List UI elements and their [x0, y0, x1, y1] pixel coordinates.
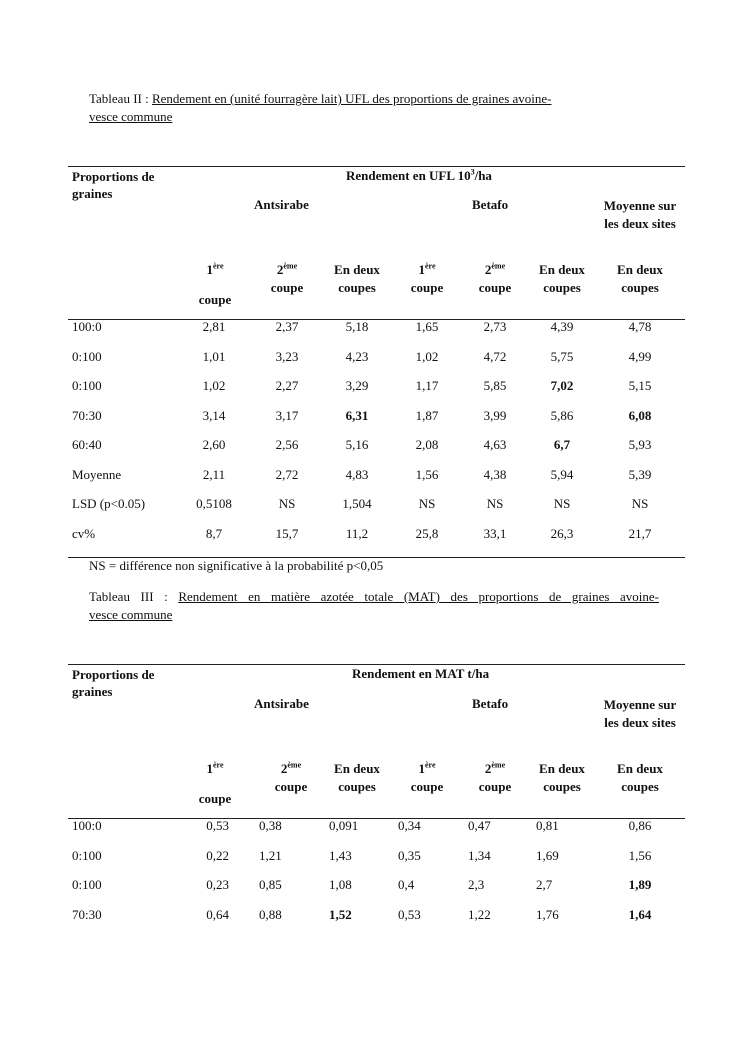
- table3-caption-line2: vesce commune: [89, 607, 173, 622]
- table-cell: 33,1: [483, 525, 507, 541]
- table-cell: 4,39: [550, 319, 574, 334]
- table-cell: 0,34: [398, 818, 421, 833]
- table-cell: 3,99: [483, 407, 507, 423]
- table-cell: 0,5108: [196, 496, 232, 511]
- table-cell: 1,76: [536, 906, 559, 922]
- table-cell: 0,091: [329, 818, 359, 833]
- table2-sub-two-cuts-antsirabe: En deux coupes: [334, 262, 380, 295]
- table-cell: 1,65: [415, 319, 439, 334]
- row-label: LSD (p<0.05): [72, 496, 146, 511]
- table-cell: 6,31: [345, 407, 369, 423]
- table-cell: 1,08: [329, 877, 352, 892]
- table-cell: 5,18: [345, 319, 369, 334]
- table-cell: NS: [486, 496, 504, 511]
- table-cell: 0,88: [259, 906, 282, 922]
- table2-note: NS = différence non significative à la probabilité p<0,05: [89, 558, 384, 573]
- table-cell: 1,504: [342, 496, 372, 511]
- table-cell: 0,53: [398, 906, 421, 922]
- row-label: 60:40: [72, 437, 102, 452]
- table-cell: 0,64: [206, 906, 229, 922]
- table-cell: 5,93: [628, 437, 652, 452]
- table-cell: 5,15: [628, 378, 652, 393]
- table-cell: 2,3: [468, 877, 485, 892]
- table-cell: NS: [631, 496, 649, 511]
- table-cell: 4,78: [628, 319, 652, 334]
- table2-site-average: Moyenne sur les deux sites: [603, 198, 677, 231]
- table-cell: 0,85: [259, 877, 282, 892]
- table-cell: 5,75: [550, 348, 574, 364]
- table-cell: 1,43: [329, 847, 352, 863]
- table3-sub-two-cuts-average: En deux coupes: [617, 761, 663, 794]
- row-label: 0:100: [72, 847, 102, 863]
- table-cell: 0,22: [206, 847, 229, 863]
- table-cell: 15,7: [275, 525, 299, 541]
- table-cell: 5,94: [550, 466, 574, 482]
- table3-caption-prefix: Tableau III :: [89, 589, 179, 604]
- table2-top-rule: [68, 166, 685, 167]
- table-cell: 26,3: [550, 525, 574, 541]
- table-cell: 2,60: [202, 437, 226, 452]
- row-label: cv%: [72, 525, 96, 541]
- table3-caption-title: Rendement en matière azotée totale (MAT) des proportions de graines avoine-: [178, 589, 659, 604]
- table2-caption-prefix: Tableau II :: [89, 91, 152, 106]
- table-cell: 5,86: [550, 407, 574, 423]
- table-cell: 1,21: [259, 847, 282, 863]
- table-cell: 2,72: [275, 466, 299, 482]
- table-cell: 2,81: [202, 319, 226, 334]
- table-cell: 1,52: [329, 906, 352, 922]
- table2-caption-line2: vesce commune: [89, 109, 173, 124]
- row-label: Moyenne: [72, 466, 122, 482]
- table3-sub-2nd-cut-antsirabe: 2ème coupe: [274, 760, 308, 794]
- table-cell: 1,01: [202, 348, 226, 364]
- table2-caption-line1: [89, 90, 659, 108]
- table-cell: 0,38: [259, 818, 282, 833]
- table3-header-rule: [68, 818, 685, 819]
- table-cell: 1,56: [415, 466, 439, 482]
- table-cell: 4,23: [345, 348, 369, 364]
- table-cell: 0,53: [206, 818, 229, 833]
- table-cell: 0,47: [468, 818, 491, 833]
- table-cell: 5,16: [345, 437, 369, 452]
- table2-sub-1st-cut-betafo: 1ère coupe: [410, 261, 444, 295]
- table-cell: 0,35: [398, 847, 421, 863]
- table3-sub-two-cuts-antsirabe: En deux coupes: [334, 761, 380, 794]
- row-label: 100:0: [72, 319, 102, 334]
- table3-caption-line1: [89, 588, 659, 606]
- table-cell: 2,27: [275, 378, 299, 393]
- table-cell: 3,29: [345, 378, 369, 393]
- row-label: 70:30: [72, 407, 102, 423]
- table3-top-rule: [68, 664, 685, 665]
- table3-site-average: Moyenne sur les deux sites: [603, 697, 677, 730]
- table2-site-betafo: Betafo: [472, 197, 509, 212]
- table-cell: 2,56: [275, 437, 299, 452]
- table-cell: 2,7: [536, 877, 553, 892]
- table-cell: 4,38: [483, 466, 507, 482]
- table-cell: 2,08: [415, 437, 439, 452]
- table2-caption-title: Rendement en (unité fourragère lait) UFL des proportions de graines avoine-: [151, 91, 552, 106]
- row-label: 70:30: [72, 906, 102, 922]
- table-cell: 25,8: [415, 525, 439, 541]
- table-cell: 1,02: [202, 378, 226, 393]
- table-cell: 1,22: [468, 906, 491, 922]
- table3-sub-1st-cut-antsirabe: 1ère coupe: [198, 760, 232, 806]
- table3-caption: [89, 588, 659, 624]
- table-cell: 3,17: [275, 407, 299, 423]
- table2-main-header: Rendement en UFL $10^3/ha$: [346, 167, 492, 183]
- table3-col0-header: Proportions de graines: [72, 667, 155, 699]
- table2-sub-2nd-cut-betafo: 2ème coupe: [478, 261, 512, 295]
- table3-site-betafo: Betafo: [472, 696, 509, 711]
- table2-site-antsirabe: Antsirabe: [254, 197, 309, 212]
- table-cell: 1,02: [415, 348, 439, 364]
- table-cell: 1,69: [536, 847, 559, 863]
- table-cell: 4,63: [483, 437, 507, 452]
- table-cell: 0,4: [398, 877, 415, 892]
- table-cell: 1,87: [415, 407, 439, 423]
- table-cell: 3,23: [275, 348, 299, 364]
- table-cell: 4,99: [628, 348, 652, 364]
- table-cell: 2,11: [202, 466, 226, 482]
- table3-main-header: Rendement en MAT t/ha: [352, 666, 490, 681]
- table-cell: NS: [553, 496, 571, 511]
- table-cell: 1,34: [468, 847, 491, 863]
- row-label: 0:100: [72, 877, 102, 892]
- table2-sub-two-cuts-average: En deux coupes: [617, 262, 663, 295]
- table-cell: 1,89: [628, 877, 652, 892]
- row-label: 100:0: [72, 818, 102, 833]
- table-cell: 21,7: [628, 525, 652, 541]
- table-cell: 0,23: [206, 877, 229, 892]
- table-cell: 8,7: [205, 525, 223, 541]
- table-cell: 0,81: [536, 818, 559, 833]
- row-label: 0:100: [72, 348, 102, 364]
- row-label: 0:100: [72, 378, 102, 393]
- table-cell: 1,56: [628, 847, 652, 863]
- table-cell: NS: [418, 496, 436, 511]
- table-cell: 3,14: [202, 407, 226, 423]
- table3-sub-1st-cut-betafo: 1ère coupe: [410, 760, 444, 794]
- table3-site-antsirabe: Antsirabe: [254, 696, 309, 711]
- table2-sub-two-cuts-betafo: En deux coupes: [539, 262, 585, 295]
- table-cell: NS: [278, 496, 296, 511]
- table-cell: 6,08: [628, 407, 652, 423]
- table2-sub-2nd-cut-antsirabe: 2ème coupe: [270, 261, 304, 295]
- table2-caption: [89, 90, 659, 126]
- table-cell: 7,02: [550, 378, 574, 393]
- table-cell: 5,39: [628, 466, 652, 482]
- table3-sub-two-cuts-betafo: En deux coupes: [539, 761, 585, 794]
- table-cell: 11,2: [345, 525, 369, 541]
- table-cell: 2,73: [483, 319, 507, 334]
- table-cell: 1,64: [628, 906, 652, 922]
- table-cell: 0,86: [628, 818, 652, 833]
- table-cell: 6,7: [553, 437, 571, 452]
- table3-sub-2nd-cut-betafo: 2ème coupe: [478, 760, 512, 794]
- table2-col0-header: Proportions de graines: [72, 169, 155, 201]
- table-cell: 5,85: [483, 378, 507, 393]
- table-cell: 4,83: [345, 466, 369, 482]
- table-cell: 2,37: [275, 319, 299, 334]
- table2-sub-1st-cut-antsirabe: 1ère coupe: [198, 261, 232, 307]
- table-cell: 4,72: [483, 348, 507, 364]
- table-cell: 1,17: [415, 378, 439, 393]
